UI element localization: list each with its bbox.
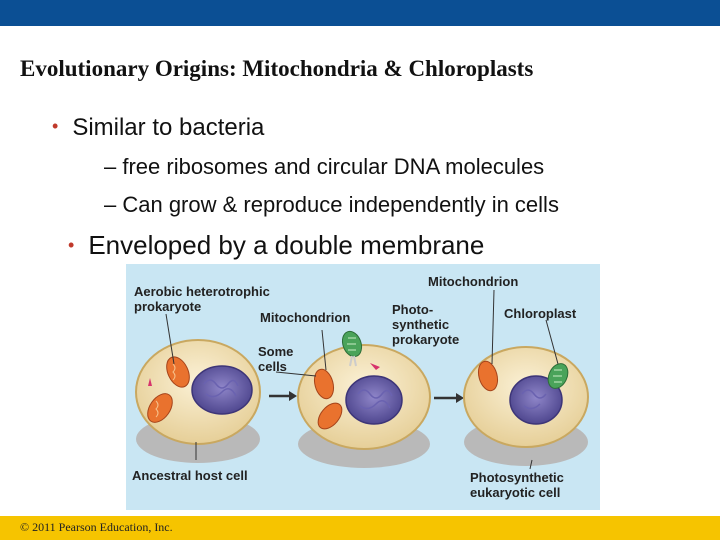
label-some-cells: Some cells [258, 344, 294, 374]
label-mitochondrion-left: Mitochondrion [260, 310, 351, 325]
endosymbiosis-figure [126, 264, 600, 510]
copyright-text: © 2011 Pearson Education, Inc. [20, 520, 173, 534]
bullet-similar-to-bacteria [52, 114, 264, 142]
bullet-double-membrane [68, 230, 484, 261]
photosynthetic-eukaryotic-cell [464, 347, 588, 466]
sub-bullet-reproduce: – Can grow & reproduce independently in cells [104, 192, 559, 217]
label-photosynthetic-eukaryotic-cell: Photosynthetic eukaryotic cell [470, 470, 564, 500]
arrow-head-icon [289, 391, 297, 401]
sub-bullet-ribosomes: – free ribosomes and circular DNA molecules [104, 154, 545, 179]
ancestral-host-cell [136, 340, 260, 463]
label-chloroplast: Chloroplast [504, 306, 577, 321]
bullet-icon: • [68, 235, 75, 255]
intermediate-cell [298, 329, 430, 468]
bullet-icon: • [52, 116, 59, 136]
label-mitochondrion-top: Mitochondrion [428, 274, 519, 289]
slide-title: Evolutionary Origins: Mitochondria & Chloroplasts [20, 56, 534, 81]
label-photosynthetic-prokaryote: Photo- synthetic prokaryote [392, 302, 460, 347]
bullet-text: Enveloped by a double membrane [88, 230, 485, 260]
bullet-text: Similar to bacteria [72, 114, 265, 141]
arrow-head-icon [456, 393, 464, 403]
label-ancestral-host-cell: Ancestral host cell [132, 468, 248, 483]
label-aerobic-heterotrophic: Aerobic heterotrophic prokaryote [134, 284, 270, 314]
header-bar [0, 0, 720, 26]
